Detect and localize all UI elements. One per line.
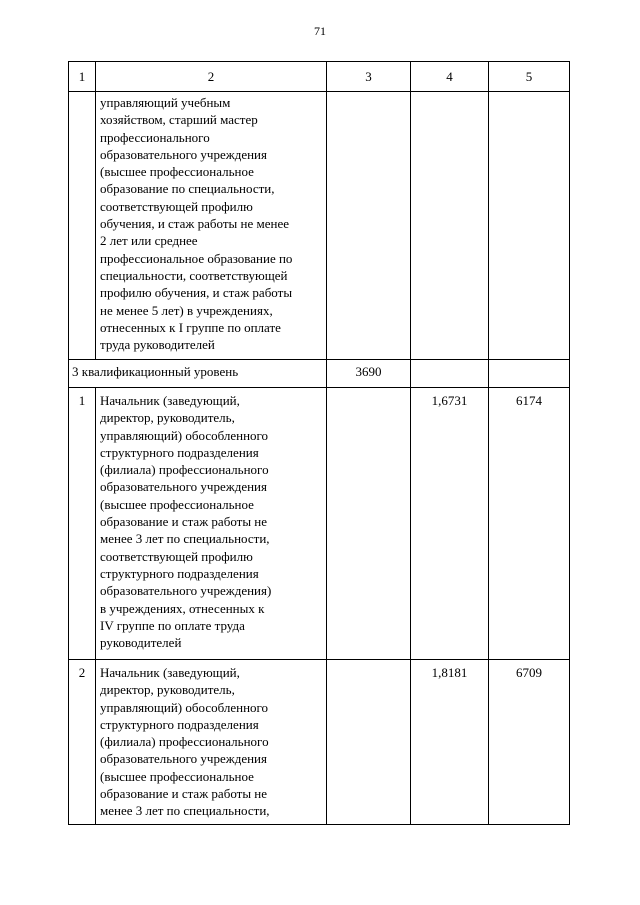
description-line: образовательного учреждения [100,146,267,162]
empty-cell [411,360,489,388]
description-line: специальности, соответствующей [100,267,288,283]
description-line: соответствующей профилю [100,198,253,214]
description-line: (высшее профессиональное [100,164,254,180]
description-line: профессиональное образование по [100,250,293,266]
page-number: 71 [314,24,326,38]
header-cell-4: 4 [411,62,489,92]
description-line: Начальник (заведующий, [100,665,240,680]
description-line: 2 лет или среднее [100,233,198,249]
description-line: (филиала) профессионального [100,734,269,750]
description-line: Начальник (заведующий, [100,393,240,408]
table-row [69,388,570,660]
description-line: менее 3 лет по специальности, [100,803,270,819]
description-line: менее 3 лет по специальности, [100,531,270,547]
position-description [96,388,327,660]
total-salary-cell [489,92,570,360]
base-salary-cell [327,388,411,660]
description-line: соответствующей профилю [100,548,253,564]
coefficient-cell [411,92,489,360]
qualification-level-label: 3 квалификационный уровень [69,360,327,388]
table-row [69,660,570,825]
description-line: управляющий учебным [100,95,231,110]
description-line: профилю обучения, и стаж работы [100,285,293,301]
description-line: хозяйством, старший мастер [100,112,258,128]
table-header-row [69,62,570,92]
position-description [96,92,327,360]
coefficient-cell: 1,8181 [411,660,489,825]
description-line: образовательного учреждения [100,751,267,767]
qualification-level-row [69,360,570,388]
coefficient-cell: 1,6731 [411,388,489,660]
description-line: образовательного учреждения) [100,583,272,599]
description-line: образование и стаж работы не [100,786,268,802]
qualification-level-salary: 3690 [327,360,411,388]
description-line: обучения, и стаж работы не менее [100,216,289,232]
description-line: структурного подразделения [100,444,259,460]
row-number: 1 [69,388,96,660]
description-line: отнесенных к I группе по оплате [100,319,281,335]
description-line: руководителей [100,635,182,651]
empty-cell [489,360,570,388]
row-number: 2 [69,660,96,825]
description-line: директор, руководитель, [100,682,235,698]
total-salary-cell: 6709 [489,660,570,825]
description-line: директор, руководитель, [100,410,235,426]
table-row-continued [69,92,570,360]
description-line: IV группе по оплате труда [100,617,245,633]
description-line: в учреждениях, отнесенных к [100,600,265,616]
description-line: образовательного учреждения [100,479,267,495]
description-line: образование по специальности, [100,181,275,197]
description-line: (филиала) профессионального [100,462,269,478]
description-line: структурного подразделения [100,716,259,732]
description-line: профессионального [100,129,210,145]
description-line: структурного подразделения [100,565,259,581]
base-salary-cell [327,660,411,825]
description-line: (высшее профессиональное [100,496,254,512]
description-line: управляющий) обособленного [100,699,269,715]
row-number [69,92,96,360]
description-line: не менее 5 лет) в учреждениях, [100,302,273,318]
description-line: труда руководителей [100,337,215,353]
salary-table [68,61,570,825]
description-line: управляющий) обособленного [100,427,269,443]
position-description [96,660,327,825]
description-line: образование и стаж работы не [100,514,268,530]
description-line: (высшее профессиональное [100,768,254,784]
header-cell-1: 1 [69,62,96,92]
base-salary-cell [327,92,411,360]
header-cell-3: 3 [327,62,411,92]
total-salary-cell: 6174 [489,388,570,660]
header-cell-5: 5 [489,62,570,92]
header-cell-2: 2 [96,62,327,92]
